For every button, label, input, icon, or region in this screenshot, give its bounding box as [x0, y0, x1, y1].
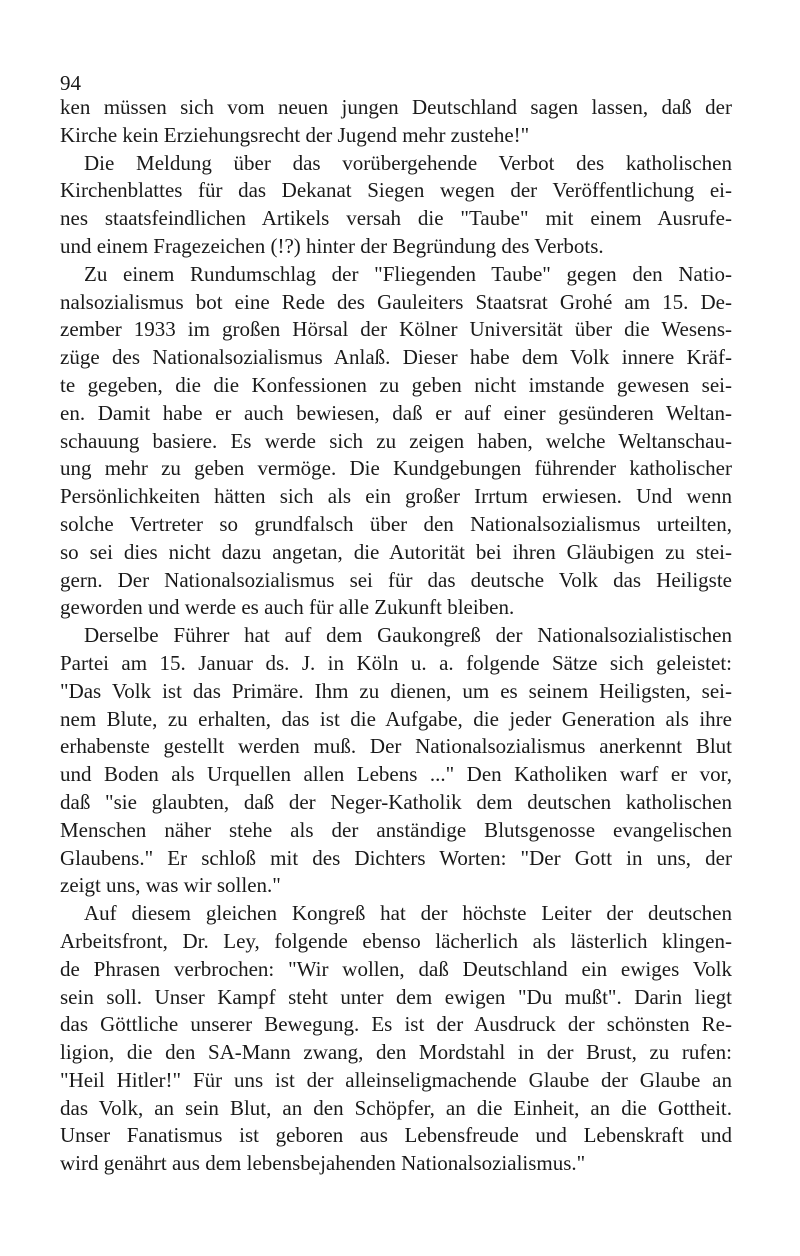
text-line: geworden und werde es auch für alle Zukunft bleiben.	[60, 595, 515, 620]
text-line: Persönlichkeiten hätten sich als ein großer Irrtum erwiesen. Und wenn	[60, 484, 732, 509]
text-line: zeigt uns, was wir sollen."	[60, 873, 281, 898]
text-line: zember 1933 im großen Hörsal der Kölner Universität über die Wesens-	[60, 317, 732, 342]
text-line: daß "sie glaubten, daß der Neger-Katholik dem deutschen katholischen	[60, 789, 732, 814]
text-line: ken müssen sich vom neuen jungen Deutschland sagen lassen, daß der	[60, 95, 732, 119]
text-line: Menschen näher stehe als der anständige Blutsgenosse evangelischen	[60, 817, 732, 842]
text-line: de Phrasen verbrochen: "Wir wollen, daß Deutschland ein ewiges Volk	[60, 956, 732, 981]
text-line: und Boden als Urquellen allen Lebens ..." Den Katholiken warf er vor,	[60, 762, 732, 787]
text-line: Die Meldung über das vorübergehende Verbot des katholischen	[84, 150, 732, 175]
paragraph	[60, 900, 732, 1178]
text-line: Kirche kein Erziehungsrecht der Jugend mehr zustehe!"	[60, 122, 530, 147]
text-line: ung mehr zu geben vermöge. Die Kundgebungen führender katholischer	[60, 456, 732, 481]
text-line: nem Blute, zu erhalten, das ist die Aufgabe, die jeder Generation als ihre	[60, 706, 732, 731]
text-line: Glaubens." Er schloß mit des Dichters Worten: "Der Gott in uns, der	[60, 845, 732, 870]
page-number: 94	[60, 71, 81, 95]
text-line: erhabenste gestellt werden muß. Der Nationalsozialismus anerkennt Blut	[60, 734, 732, 759]
text-line: "Das Volk ist das Primäre. Ihm zu dienen, um es seinem Heiligsten, sei-	[60, 678, 732, 703]
text-line: nes staatsfeindlichen Artikels versah die "Taube" mit einem Ausrufe-	[60, 206, 732, 231]
paragraph	[60, 622, 732, 900]
text-line: "Heil Hitler!" Für uns ist der alleinseligmachende Glaube der Glaube an	[60, 1067, 732, 1092]
text-line: Partei am 15. Januar ds. J. in Köln u. a. folgende Sätze sich geleistet:	[60, 650, 732, 675]
text-line: Zu einem Rundumschlag der "Fliegenden Taube" gegen den Natio-	[84, 261, 732, 286]
text-line: schauung basiere. Es werde sich zu zeigen haben, welche Weltanschau-	[60, 428, 732, 453]
text-line: Auf diesem gleichen Kongreß hat der höchste Leiter der deutschen	[84, 901, 732, 926]
paragraph	[60, 150, 732, 261]
text-line: Arbeitsfront, Dr. Ley, folgende ebenso lächerlich als lästerlich klingen-	[60, 928, 732, 953]
paragraph	[60, 94, 732, 150]
text-line: te gegeben, die die Konfessionen zu geben nicht imstande gewesen sei-	[60, 372, 732, 397]
paragraph	[60, 261, 732, 622]
text-line: gern. Der Nationalsozialismus sei für das deutsche Volk das Heiligste	[60, 567, 732, 592]
text-line: solche Vertreter so grundfalsch über den Nationalsozialismus urteilten,	[60, 511, 732, 536]
text-line: Kirchenblattes für das Dekanat Siegen wegen der Veröffentlichung ei-	[60, 178, 732, 203]
body-text	[60, 94, 732, 1178]
text-line: sein soll. Unser Kampf steht unter dem ewigen "Du mußt". Darin liegt	[60, 984, 732, 1009]
text-line: und einem Fragezeichen (!?) hinter der Begründung des Verbots.	[60, 233, 604, 258]
text-line: Unser Fanatismus ist geboren aus Lebensfreude und Lebenskraft und	[60, 1123, 732, 1148]
text-line: nalsozialismus bot eine Rede des Gauleiters Staatsrat Grohé am 15. De-	[60, 289, 732, 314]
text-line: so sei dies nicht dazu angetan, die Autorität bei ihren Gläubigen zu stei-	[60, 539, 732, 564]
text-line: das Volk, an sein Blut, an den Schöpfer, an die Einheit, an die Gottheit.	[60, 1095, 732, 1120]
text-line: das Göttliche unserer Bewegung. Es ist der Ausdruck der schönsten Re-	[60, 1012, 732, 1037]
text-line: Derselbe Führer hat auf dem Gaukongreß der Nationalsozialistischen	[84, 623, 732, 648]
text-line: wird genährt aus dem lebensbejahenden Nationalsozialismus."	[60, 1151, 586, 1176]
text-line: en. Damit habe er auch bewiesen, daß er auf einer gesünderen Weltan-	[60, 400, 732, 425]
text-line: züge des Nationalsozialismus Anlaß. Dieser habe dem Volk innere Kräf-	[60, 345, 732, 370]
text-line: ligion, die den SA-Mann zwang, den Mordstahl in der Brust, zu rufen:	[60, 1040, 732, 1065]
